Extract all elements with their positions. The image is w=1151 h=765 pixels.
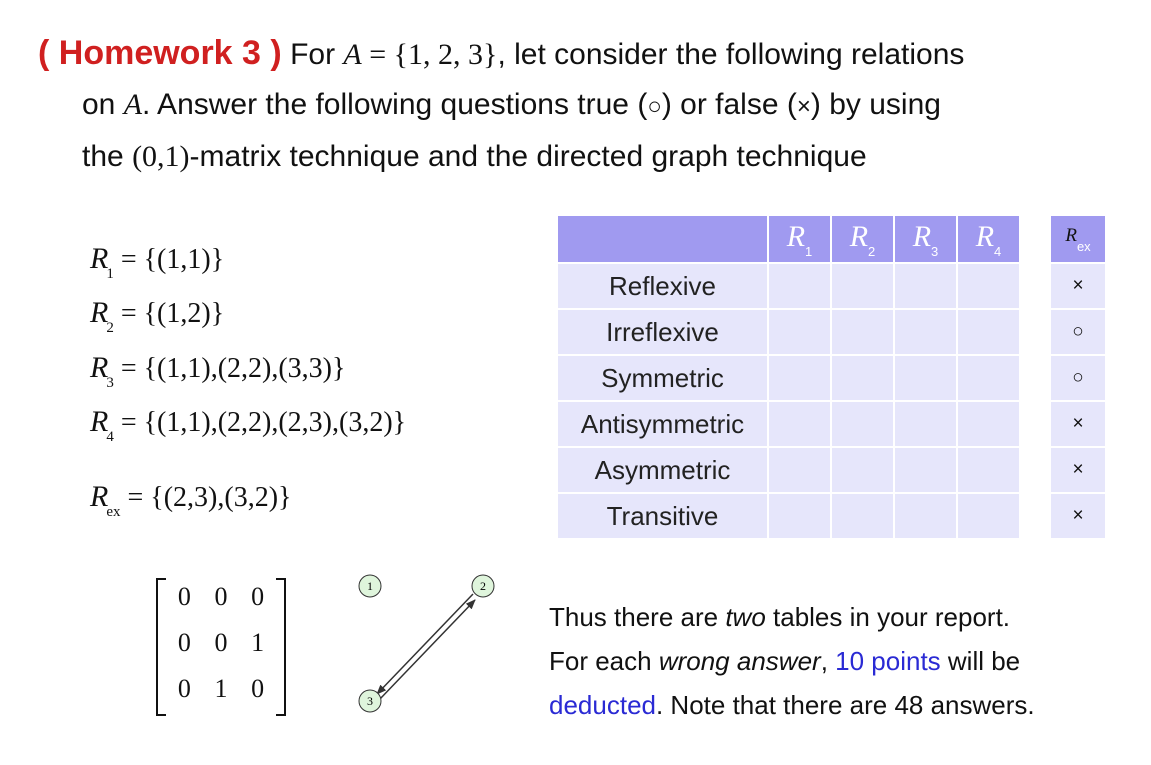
matrix-row	[166, 674, 276, 704]
relation-name: R	[90, 242, 109, 275]
emphasis-two: two	[725, 602, 766, 632]
answer-cell[interactable]	[958, 402, 1019, 446]
row-label: Symmetric	[558, 356, 767, 400]
relation-subscript: 2	[106, 320, 114, 336]
relation-subscript: ex	[106, 504, 121, 520]
text-the: the	[82, 140, 124, 173]
column-header-r2: $R_2$	[832, 216, 893, 262]
matrix-entry: 0	[177, 628, 191, 657]
graph-node-1	[359, 575, 381, 597]
homework-title: ( Homework 3 )	[38, 34, 282, 72]
node-label: 3	[367, 694, 373, 708]
problem-statement	[38, 28, 1128, 182]
edge-3-to-2	[379, 600, 475, 700]
node-label: 2	[480, 579, 486, 593]
answer-cell[interactable]	[769, 402, 830, 446]
example-answer: ×	[1051, 448, 1105, 492]
relation-subscript: 1	[106, 266, 114, 282]
zero-one-matrix	[156, 578, 286, 716]
answer-cell[interactable]	[832, 264, 893, 308]
table-gap	[1021, 494, 1049, 538]
matrix-entry: 0	[251, 582, 265, 611]
answer-cell[interactable]	[958, 310, 1019, 354]
edge-2-to-3	[377, 594, 473, 694]
emphasis-wrong-answer: wrong answer	[658, 646, 821, 676]
table-gap	[1021, 448, 1049, 492]
row-label: Transitive	[558, 494, 767, 538]
relation-definition: = {(1,2)}	[120, 298, 225, 329]
relation-name: R	[90, 296, 109, 329]
answer-cell[interactable]	[769, 494, 830, 538]
matrix-right-bracket	[276, 578, 286, 716]
statement-text: , let consider the following relations	[497, 38, 965, 71]
matrix-entry: 0	[177, 674, 191, 703]
relation-r2	[90, 296, 224, 337]
relation-r4	[90, 405, 406, 446]
answer-cell[interactable]	[832, 494, 893, 538]
table-gap	[1021, 216, 1049, 262]
example-answer: ○	[1051, 356, 1105, 400]
answer-cell[interactable]	[832, 402, 893, 446]
answer-cell[interactable]	[958, 494, 1019, 538]
answer-cell[interactable]	[895, 402, 956, 446]
relation-subscript: 3	[106, 375, 114, 391]
statement-line-1	[38, 28, 1128, 80]
relation-definition: = {(2,3),(3,2)}	[127, 482, 292, 513]
column-header-rex: $R_{ex}$	[1051, 216, 1105, 262]
matrix-entry: 1	[214, 674, 228, 703]
answer-cell[interactable]	[895, 448, 956, 492]
matrix-entry: 1	[251, 628, 265, 657]
matrix-entry: 0	[214, 628, 228, 657]
table-header-row	[558, 216, 1105, 262]
relation-definition: = {(1,1),(2,2),(2,3),(3,2)}	[120, 407, 407, 438]
set-definition: = {1, 2, 3}	[361, 38, 498, 71]
answer-cell[interactable]	[832, 310, 893, 354]
report-note	[549, 595, 1035, 727]
matrix-left-bracket	[156, 578, 166, 716]
note-line-1: Thus there are two tables in your report.	[549, 602, 1011, 632]
table-row	[558, 448, 1105, 492]
relation-r1	[90, 242, 224, 283]
example-answer: ×	[1051, 494, 1105, 538]
answer-cell[interactable]	[895, 356, 956, 400]
column-header-r3: $R_3$	[895, 216, 956, 262]
deducted-text: deducted	[549, 690, 656, 720]
table-row	[558, 494, 1105, 538]
table-gap	[1021, 402, 1049, 446]
answer-cell[interactable]	[895, 310, 956, 354]
answer-cell[interactable]	[958, 264, 1019, 308]
relation-name: R	[90, 480, 109, 513]
answer-cell[interactable]	[769, 264, 830, 308]
answer-cell[interactable]	[769, 310, 830, 354]
relation-definition: = {(1,1),(2,2),(3,3)}	[120, 353, 346, 384]
statement-text: ) or false (	[661, 88, 797, 121]
row-label: Antisymmetric	[558, 402, 767, 446]
graph-node-2	[472, 575, 494, 597]
table-gap	[1021, 264, 1049, 308]
statement-line-3	[38, 132, 1128, 182]
answer-cell[interactable]	[832, 448, 893, 492]
matrix-entry: 0	[177, 582, 191, 611]
set-a: A	[343, 38, 362, 71]
example-answer: ×	[1051, 264, 1105, 308]
graph-node-3	[359, 690, 381, 712]
node-label: 1	[367, 579, 373, 593]
relation-name: R	[90, 405, 109, 438]
penalty-points: 10 points	[835, 646, 941, 676]
table-row	[558, 402, 1105, 446]
matrix-entry: 0	[251, 674, 265, 703]
example-answer: ○	[1051, 310, 1105, 354]
answer-cell[interactable]	[958, 356, 1019, 400]
relation-r3	[90, 351, 345, 392]
matrix-row	[166, 628, 276, 658]
row-label: Irreflexive	[558, 310, 767, 354]
property-table	[556, 214, 1107, 540]
statement-text: -matrix technique and the directed graph technique	[189, 140, 867, 173]
table-gap	[1021, 356, 1049, 400]
text-for: For	[290, 38, 336, 71]
matrix-term: (0,1)	[132, 140, 190, 173]
relation-subscript: 4	[106, 429, 114, 445]
column-header-r1: $R_1$	[769, 216, 830, 262]
text-on: on	[82, 88, 116, 121]
statement-line-2	[38, 80, 1128, 132]
true-symbol: ○	[647, 93, 662, 120]
relation-name: R	[90, 351, 109, 384]
answer-cell[interactable]	[895, 264, 956, 308]
note-line-2: For each wrong answer, 10 points will be	[549, 646, 1021, 676]
table-gap	[1021, 310, 1049, 354]
answer-cell[interactable]	[895, 494, 956, 538]
table-row	[558, 310, 1105, 354]
matrix-entry: 0	[214, 582, 228, 611]
statement-text: . Answer the following questions true (	[142, 88, 648, 121]
set-a: A	[123, 88, 143, 121]
false-symbol: ×	[796, 93, 811, 120]
column-header-r4: $R_4$	[958, 216, 1019, 262]
statement-text: ) by using	[810, 88, 941, 121]
directed-graph	[350, 570, 510, 720]
answer-cell[interactable]	[958, 448, 1019, 492]
table-row	[558, 264, 1105, 308]
relation-rex	[90, 480, 291, 521]
row-label: Reflexive	[558, 264, 767, 308]
header-blank	[558, 216, 767, 262]
table-row	[558, 356, 1105, 400]
note-line-3: deducted. Note that there are 48 answers.	[549, 690, 1035, 720]
matrix-row	[166, 582, 276, 612]
relation-definition: = {(1,1)}	[120, 244, 225, 275]
answer-cell[interactable]	[832, 356, 893, 400]
answer-cell[interactable]	[769, 356, 830, 400]
row-label: Asymmetric	[558, 448, 767, 492]
example-answer: ×	[1051, 402, 1105, 446]
answer-cell[interactable]	[769, 448, 830, 492]
